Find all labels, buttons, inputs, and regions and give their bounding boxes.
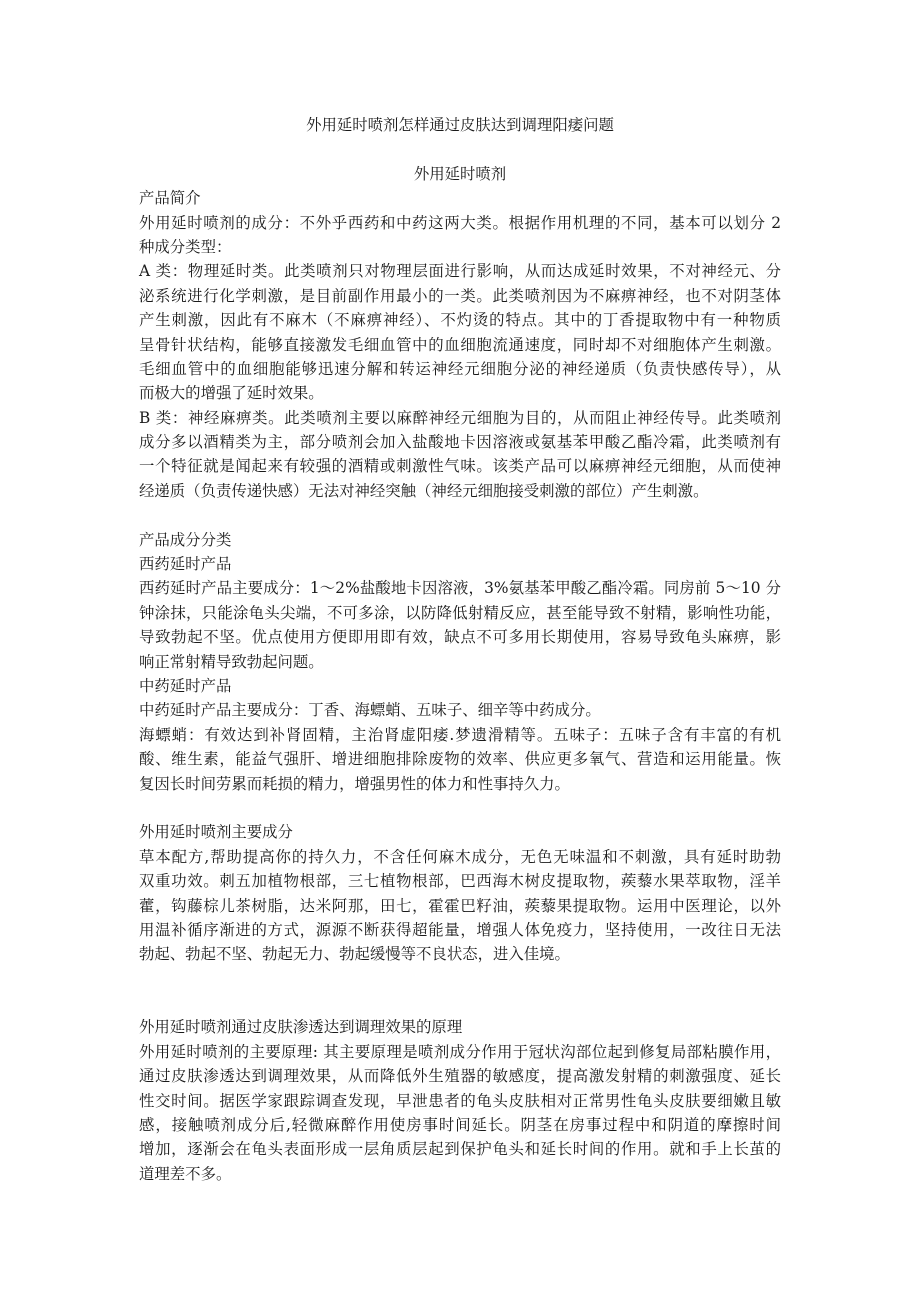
paragraph-line: 双重功效。刺五加植物根部，三七植物根部，巴西海木树皮提取物，蒺藜水果萃取物，淫羊 <box>139 872 781 891</box>
paragraph-line: 西药延时产品主要成分：1～2%盐酸地卡因溶液，3%氨基苯甲酸乙酯冷霜。同房前 5～10 分 <box>139 579 781 598</box>
section-heading: 外用延时喷剂主要成分 <box>139 823 293 842</box>
paragraph-line: 增加，逐渐会在龟头表面形成一层角质层起到保护龟头和延长时间的作用。就和手上长茧的 <box>139 1140 781 1159</box>
paragraph-line: 性交时间。据医学家跟踪调查发现，早泄患者的龟头皮肤相对正常男性龟头皮肤要细嫩且敏 <box>139 1091 781 1110</box>
para-block <box>139 576 781 674</box>
blank-line <box>139 503 781 527</box>
section-heading: 外用延时喷剂通过皮肤渗透达到调理效果的原理 <box>139 1018 463 1037</box>
heading-block <box>139 820 781 844</box>
paragraph-line: 海螵蛸：有效达到补肾固精，主治肾虚阳痿.梦遗滑精等。五味子：五味子含有丰富的有机 <box>139 725 781 744</box>
paragraph-line: 中药延时产品主要成分：丁香、海螵蛸、五味子、细辛等中药成分。 <box>139 701 601 720</box>
paragraph-line: 毛细血管中的血细胞能够迅速分解和转运神经元细胞分泌的神经递质（负责快感传导），从 <box>139 359 781 378</box>
paragraph-line: 藿，钩藤棕儿茶树脂，达米阿那，田七，霍霍巴籽油，蒺藜果提取物。运用中医理论，以外 <box>139 896 781 915</box>
paragraph-line: 勃起、勃起不坚、勃起无力、勃起缓慢等不良状态，进入佳境。 <box>139 945 570 964</box>
section-heading: 西药延时产品 <box>139 555 232 574</box>
heading-block <box>139 552 781 576</box>
paragraph-line: 响正常射精导致勃起问题。 <box>139 652 324 671</box>
paragraph-line: B 类：神经麻痹类。此类喷剂主要以麻醉神经元细胞为目的，从而阻止神经传导。此类喷剂 <box>139 408 781 427</box>
paragraph-line: 呈骨针状结构，能够直接激发毛细血管中的血细胞流通速度，同时却不对细胞体产生刺激。 <box>139 335 781 354</box>
paragraph-line: 导致勃起不坚。优点使用方便即用即有效，缺点不可多用长期使用，容易导致龟头麻痹，影 <box>139 628 781 647</box>
paragraph-line: A 类：物理延时类。此类喷剂只对物理层面进行影响，从而达成延时效果，不对神经元、分 <box>139 262 781 281</box>
paragraph-line: 成分多以酒精类为主，部分喷剂会加入盐酸地卡因溶液或氨基苯甲酸乙酯冷霜，此类喷剂有 <box>139 433 781 452</box>
para-block <box>139 211 781 260</box>
paragraph-line: 道理差不多。 <box>139 1164 232 1183</box>
paragraph-line: 而极大的增强了延时效果。 <box>139 384 324 403</box>
para-block <box>139 1040 781 1186</box>
section-heading: 中药延时产品 <box>139 676 232 695</box>
paragraph-line: 草本配方,帮助提高你的持久力，不含任何麻木成分，无色无味温和不刺激，具有延时助勃 <box>139 847 781 866</box>
paragraph-line: 外用延时喷剂的成分：不外乎西药和中药这两大类。根据作用机理的不同，基本可以划分 2 <box>139 213 781 232</box>
document-page <box>139 113 781 1186</box>
blank-line <box>139 137 781 161</box>
paragraph-line: 经递质（负责传递快感）无法对神经突触（神经元细胞接受刺激的部位）产生刺激。 <box>139 481 709 500</box>
paragraph-line: 酸、维生素，能益气强肝、增进细胞排除废物的效率、供应更多氧气、营造和运用能量。恢 <box>139 750 781 769</box>
paragraph-line: 泌系统进行化学刺激，是目前副作用最小的一类。此类喷剂因为不麻痹神经，也不对阴茎体 <box>139 286 781 305</box>
paragraph-line: 用温补循序渐进的方式，源源不断获得超能量，增强人体免疫力，坚持使用，一改往日无法 <box>139 920 781 939</box>
section-heading: 产品简介 <box>139 189 201 208</box>
document-title: 外用延时喷剂怎样通过皮肤达到调理阳痿问题 <box>306 116 614 134</box>
blank-line <box>139 967 781 991</box>
blank-line <box>139 796 781 820</box>
title-block <box>139 113 781 137</box>
paragraph-line: 产生刺激，因此有不麻木（不麻痹神经）、不灼烫的特点。其中的丁香提取物中有一种物质 <box>139 311 781 330</box>
paragraph-line: 复因长时间劳累而耗损的精力，增强男性的体力和性事持久力。 <box>139 774 570 793</box>
para-block <box>139 845 781 967</box>
document-subtitle: 外用延时喷剂 <box>413 164 507 183</box>
section-heading: 产品成分分类 <box>139 530 232 549</box>
para-block <box>139 698 781 722</box>
subtitle-block <box>139 162 781 186</box>
heading-block <box>139 1015 781 1039</box>
paragraph-line: 感，接触喷剂成分后,轻微麻醉作用使房事时间延长。阴茎在房事过程中和阴道的摩擦时间 <box>139 1116 781 1135</box>
para-block <box>139 406 781 504</box>
heading-block <box>139 186 781 210</box>
paragraph-line: 通过皮肤渗透达到调理效果，从而降低外生殖器的敏感度，提高激发射精的刺激强度、延长 <box>139 1067 781 1086</box>
para-block <box>139 259 781 405</box>
paragraph-line: 一个特征就是闻起来有较强的酒精或刺激性气味。该类产品可以麻痹神经元细胞，从而使神 <box>139 457 781 476</box>
para-block <box>139 723 781 796</box>
paragraph-line: 种成分类型： <box>139 237 232 256</box>
heading-block <box>139 528 781 552</box>
blank-line <box>139 991 781 1015</box>
paragraph-line: 外用延时喷剂的主要原理: 其主要原理是喷剂成分作用于冠状沟部位起到修复局部粘膜作用， <box>139 1042 781 1061</box>
paragraph-line: 钟涂抹，只能涂龟头尖端，不可多涂，以防降低射精反应，甚至能导致不射精，影响性功能， <box>139 603 781 622</box>
heading-block <box>139 674 781 698</box>
